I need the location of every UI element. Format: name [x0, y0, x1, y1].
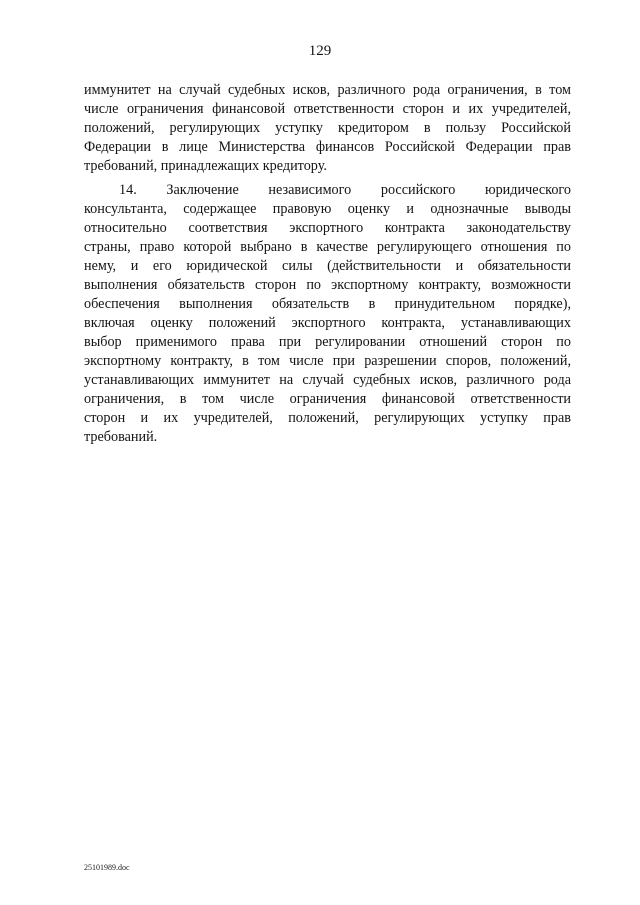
- body-line-4: Федерации в лице Министерства финансов Российской Федерации прав: [84, 139, 571, 155]
- body-line-1: иммунитет на случай судебных исков, различного рода ограничения, в том: [84, 82, 571, 98]
- body-line-9: страны, право которой выбрано в качестве регулирующего отношения по: [84, 239, 571, 255]
- body-line-15: экспортному контракту, в том числе при разрешении споров, положений,: [84, 353, 571, 369]
- body-line-13: включая оценку положений экспортного контракта, устанавливающих: [84, 315, 571, 331]
- body-line-10: нему, и его юридической силы (действительности и обязательности: [84, 258, 571, 274]
- paragraph-14-first-line: 14. Заключение независимого российского юридического: [119, 182, 571, 198]
- body-line-18: сторон и их учредителей, положений, регулирующих уступку прав: [84, 410, 571, 426]
- footer-filename: 25101989.doc: [84, 863, 130, 872]
- body-line-19: требований.: [84, 429, 158, 445]
- body-line-8: относительно соответствия экспортного контракта законодательству: [84, 220, 571, 236]
- body-line-3: положений, регулирующих уступку кредитором в пользу Российской: [84, 120, 571, 136]
- body-line-16: устанавливающих иммунитет на случай судебных исков, различного рода: [84, 372, 571, 388]
- body-line-7: консультанта, содержащее правовую оценку и однозначные выводы: [84, 201, 571, 217]
- page-number: 129: [308, 43, 332, 59]
- body-line-11: выполнения обязательств сторон по экспортному контракту, возможности: [84, 277, 571, 293]
- body-line-5: требований, принадлежащих кредитору.: [84, 158, 327, 174]
- body-line-12: обеспечения выполнения обязательств в принудительном порядке),: [84, 296, 571, 312]
- body-line-2: числе ограничения финансовой ответственности сторон и их учредителей,: [84, 101, 571, 117]
- body-line-17: ограничения, в том числе ограничения финансовой ответственности: [84, 391, 571, 407]
- body-line-14: выбор применимого права при регулировании отношений сторон по: [84, 334, 571, 350]
